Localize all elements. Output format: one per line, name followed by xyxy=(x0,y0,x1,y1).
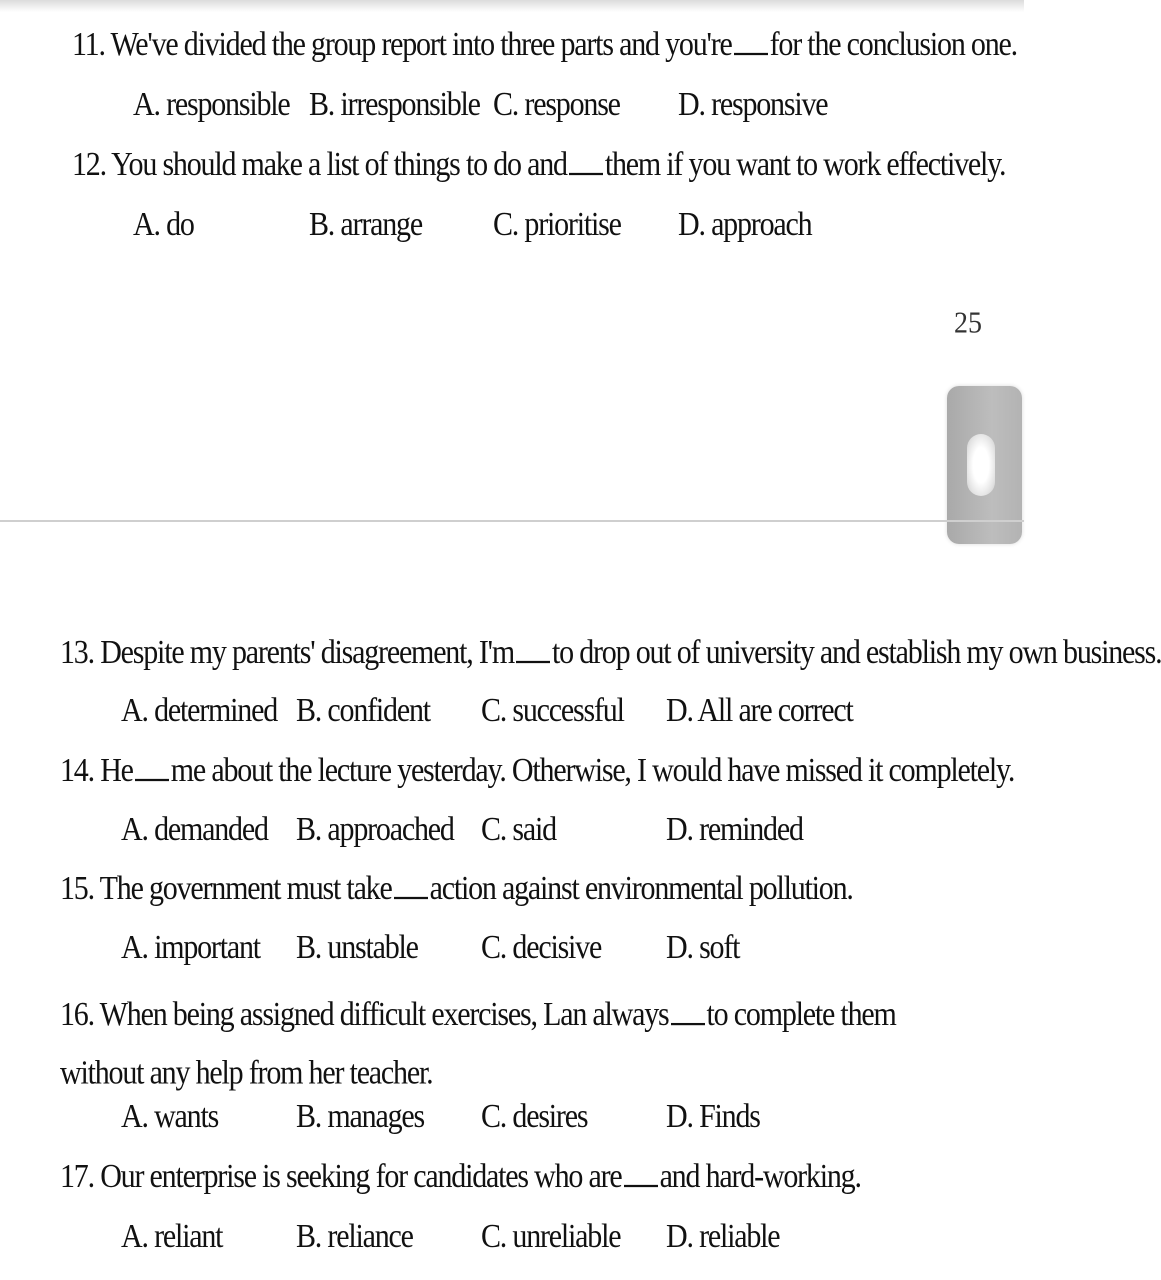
q13-option-b: B. confident xyxy=(296,692,430,729)
question-13-after: to drop out of university and establish my own business. xyxy=(551,634,1161,671)
q16-option-d: D. Finds xyxy=(666,1098,760,1135)
q15-option-a: A. important xyxy=(121,929,260,966)
question-14-after: me about the lecture yesterday. Otherwise, I would have missed it completely. xyxy=(170,752,1015,789)
question-14-before: 14. He xyxy=(60,752,133,789)
q12-option-a: A. do xyxy=(133,206,194,243)
page-divider xyxy=(0,520,1024,522)
answer-blank xyxy=(671,1003,705,1025)
q11-option-c: C. response xyxy=(493,86,620,123)
q16-option-b: B. manages xyxy=(296,1098,424,1135)
q15-option-b: B. unstable xyxy=(296,929,418,966)
question-14 xyxy=(60,752,1014,790)
q11-option-b: B. irresponsible xyxy=(309,86,480,123)
q14-option-d: D. reminded xyxy=(666,811,803,848)
question-11 xyxy=(72,26,1017,64)
q13-option-d: D. All are correct xyxy=(666,692,853,729)
q17-option-b: B. reliance xyxy=(296,1218,413,1255)
question-15-before: 15. The government must take xyxy=(60,870,392,907)
q16-option-c: C. desires xyxy=(481,1098,588,1135)
q17-option-c: C. unreliable xyxy=(481,1218,621,1255)
question-13 xyxy=(60,634,1161,672)
q11-option-a: A. responsible xyxy=(133,86,290,123)
q16-option-a: A. wants xyxy=(121,1098,219,1135)
q11-option-d: D. responsive xyxy=(678,86,828,123)
q12-option-c: C. prioritise xyxy=(493,206,621,243)
question-16-before: 16. When being assigned difficult exercises, Lan always xyxy=(60,996,669,1034)
q17-option-d: D. reliable xyxy=(666,1218,780,1255)
question-15 xyxy=(60,870,853,908)
answer-blank xyxy=(135,759,169,781)
question-11-before: 11. We've divided the group report into three parts and you're xyxy=(72,26,732,63)
scroll-knob-icon xyxy=(967,434,995,496)
answer-blank xyxy=(569,153,603,175)
q14-option-c: C. said xyxy=(481,811,556,848)
question-13-before: 13. Despite my parents' disagreement, I'm xyxy=(60,634,514,671)
q15-option-d: D. soft xyxy=(666,929,740,966)
question-16-after: to complete them without any help from her teacher. xyxy=(60,996,896,1092)
question-12-before: 12. You should make a list of things to do and xyxy=(72,146,567,183)
q14-option-b: B. approached xyxy=(296,811,454,848)
answer-blank xyxy=(734,33,768,55)
answer-blank xyxy=(394,877,428,899)
question-12-after: them if you want to work effectively. xyxy=(604,146,1006,183)
q12-option-b: B. arrange xyxy=(309,206,422,243)
answer-blank xyxy=(516,641,550,663)
answer-blank xyxy=(624,1165,658,1187)
q12-option-d: D. approach xyxy=(678,206,812,243)
q17-option-a: A. reliant xyxy=(121,1218,223,1255)
question-11-after: for the conclusion one. xyxy=(769,26,1017,63)
q13-option-a: A. determined xyxy=(121,692,278,729)
question-17-after: and hard-working. xyxy=(659,1158,861,1195)
page-number: 25 xyxy=(954,306,982,341)
q13-option-c: C. successful xyxy=(481,692,624,729)
question-15-after: action against environmental pollution. xyxy=(429,870,853,907)
page-top-edge xyxy=(0,0,1024,12)
question-12 xyxy=(72,146,1005,184)
question-16 xyxy=(60,986,940,1102)
q15-option-c: C. decisive xyxy=(481,929,602,966)
question-17 xyxy=(60,1158,861,1196)
q14-option-a: A. demanded xyxy=(121,811,268,848)
question-17-before: 17. Our enterprise is seeking for candidates who are xyxy=(60,1158,622,1195)
